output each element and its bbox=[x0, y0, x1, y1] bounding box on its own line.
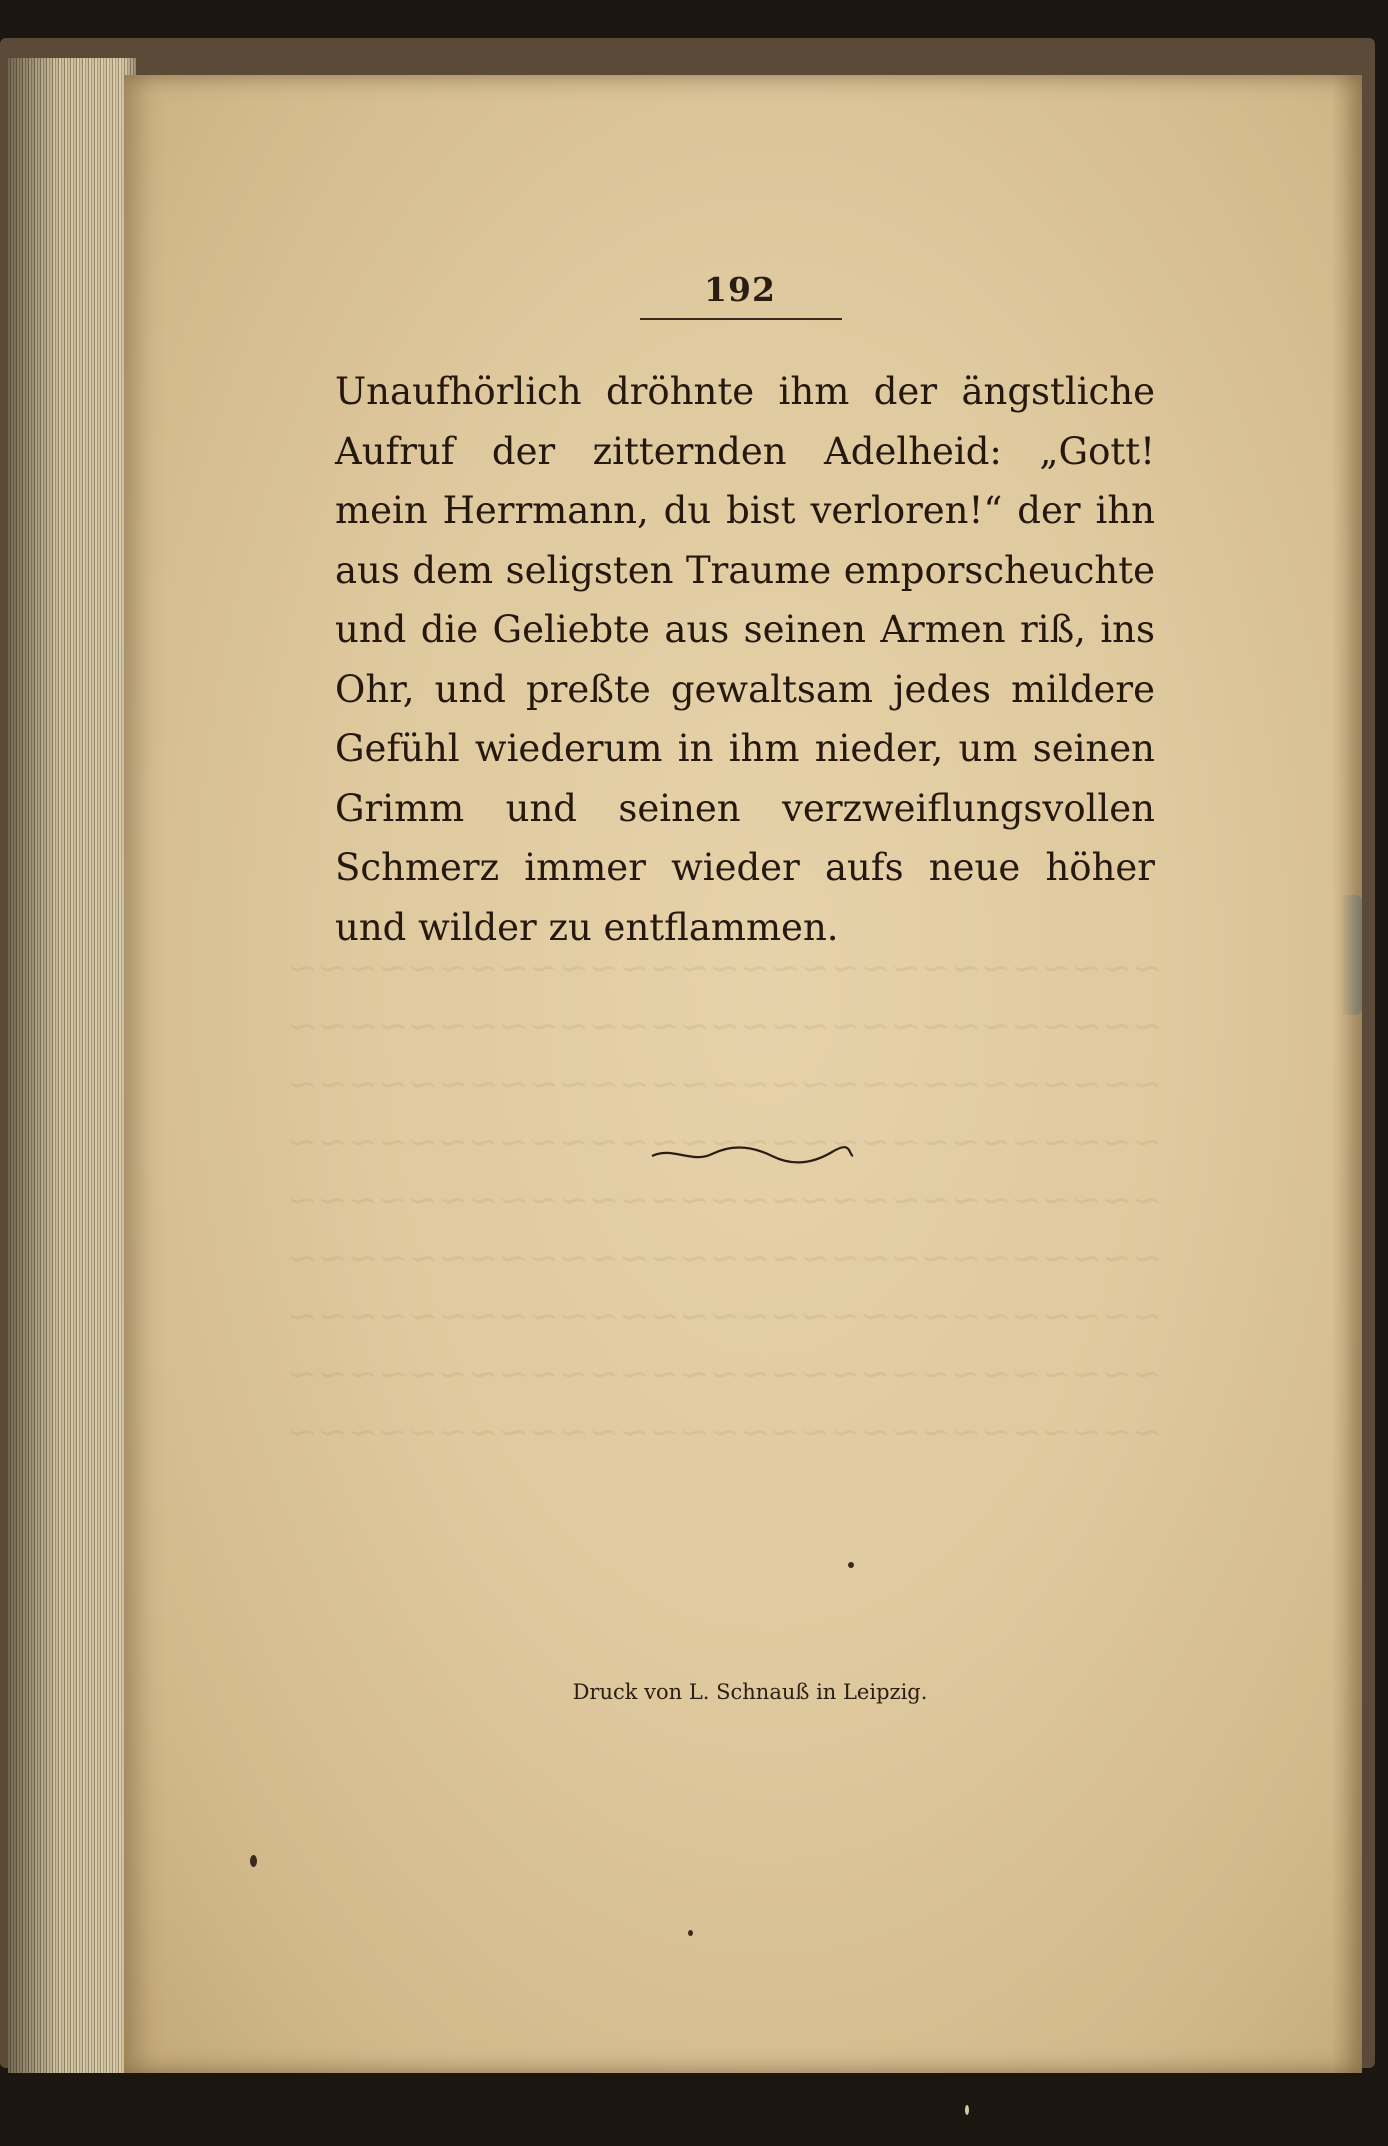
page-number-rule bbox=[640, 318, 842, 320]
paper-speck bbox=[848, 1562, 854, 1568]
paper-speck bbox=[965, 2105, 969, 2115]
body-text bbox=[335, 362, 1155, 957]
section-end-ornament bbox=[650, 1140, 855, 1170]
page-gutter-shadow bbox=[1332, 75, 1362, 2073]
printer-imprint: Druck von L. Schnauß in Leipzig. bbox=[572, 1680, 928, 1704]
body-paragraph: Unaufhörlich dröhnte ihm der ängstliche Aufruf der zitternden Adelheid: „Gott! mein Herrmann, du bist verloren!“ der ihn aus dem seligsten Traume emporscheuchte und die Geliebte aus seinen Armen riß, ins Ohr, und preßte gewaltsam jedes mildere Gefühl wiederum in ihm nieder, um seinen Grimm und seinen verzweiflungsvollen Schmerz immer wieder aufs neue höher und wilder zu entflammen. bbox=[335, 370, 1155, 949]
paper-speck bbox=[688, 1930, 693, 1936]
page-number: 192 bbox=[704, 270, 776, 309]
page-block-edges bbox=[8, 58, 136, 2073]
page-edge-stain bbox=[1340, 895, 1362, 1015]
paper-speck bbox=[250, 1855, 257, 1867]
